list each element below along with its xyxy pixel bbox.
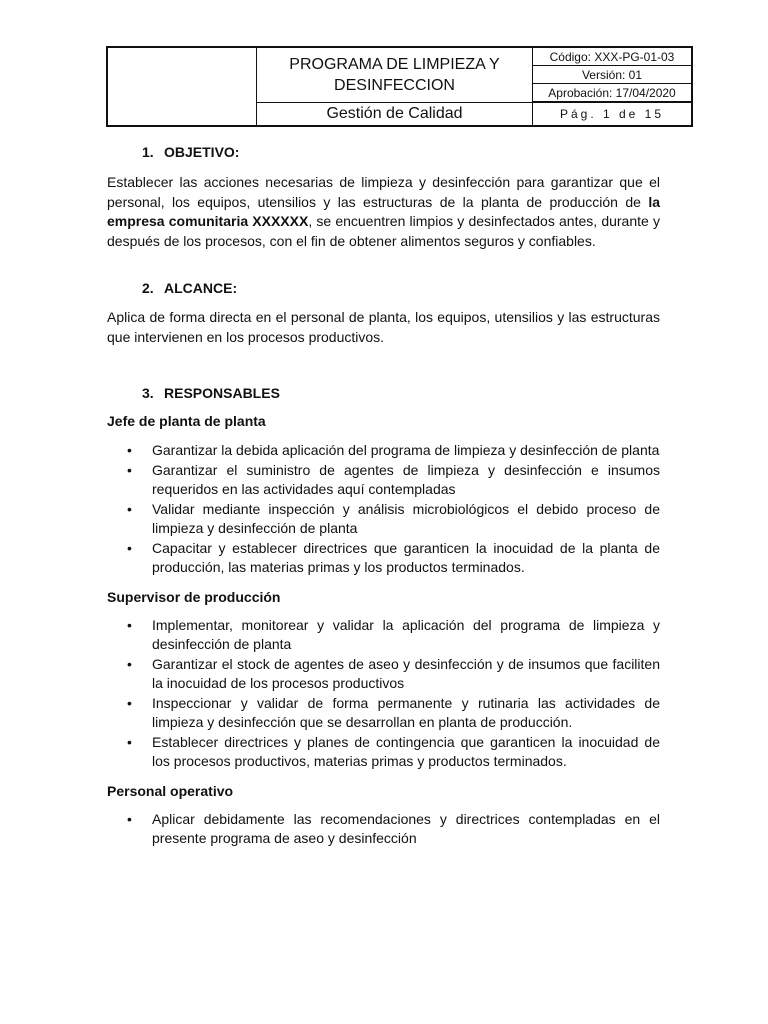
supervisor-responsibilities-list	[107, 616, 672, 772]
list-item	[107, 810, 660, 849]
personal-responsibilities-list	[107, 810, 660, 849]
list-item-text: Capacitar y establecer directrices que garanticen la inocuidad de la planta de producción, las materias primas y los productos terminados.	[152, 539, 660, 575]
document-code: Código: XXX-PG-01-03	[533, 47, 693, 66]
list-item-text: Garantizar el suministro de agentes de limpieza y desinfección e insumos requeridos en las actividades aquí contempladas	[152, 461, 660, 497]
document-approval: Aprobación: 17/04/2020	[533, 84, 693, 103]
section-heading-objetivo	[107, 144, 660, 160]
bullet-icon: •	[127, 616, 132, 633]
document-version: Versión: 01	[533, 66, 693, 84]
list-item-text: Implementar, monitorear y validar la aplicación del programa de limpieza y desinfección de planta	[152, 616, 660, 652]
bullet-icon: •	[127, 442, 132, 458]
list-item	[107, 500, 660, 539]
list-item	[107, 694, 660, 733]
title-line-2: DESINFECCION	[334, 76, 455, 94]
list-item-text: Establecer directrices y planes de contingencia que garanticen la inocuidad de los procesos productivos, materias primas y productos terminados.	[152, 733, 672, 769]
group-title-jefe: Jefe de planta de planta	[107, 413, 266, 429]
section-title: OBJETIVO:	[164, 144, 240, 160]
bullet-icon: •	[127, 500, 132, 517]
list-item	[107, 655, 660, 694]
page-number: Pág. 1 de 15	[533, 102, 693, 126]
list-item-text: Garantizar el stock de agentes de aseo y desinfección y de insumos que faciliten la inocuidad de los procesos productivos	[152, 655, 660, 691]
document-subtitle: Gestión de Calidad	[257, 102, 533, 126]
bullet-icon: •	[127, 461, 132, 478]
bullet-icon: •	[127, 655, 132, 672]
company-name: la empresa comunitaria XXXXXX	[107, 193, 660, 229]
document-body	[107, 142, 672, 849]
title-line-1: PROGRAMA DE LIMPIEZA Y	[289, 55, 500, 73]
section-number: 1.	[142, 144, 154, 160]
section-heading-responsables	[107, 385, 660, 401]
objetivo-text-start: Establecer las acciones necesarias de limpieza y desinfección para garantizar que el personal, los equipos, utensilios y las estructuras de la planta de producción de	[107, 174, 660, 210]
list-item	[107, 733, 672, 772]
group-title-personal: Personal operativo	[107, 782, 234, 799]
list-item-text: Garantizar la debida aplicación del programa de limpieza y desinfección de planta	[152, 442, 660, 458]
jefe-responsibilities-list	[107, 441, 660, 578]
document-title	[257, 47, 533, 102]
section-title: RESPONSABLES	[164, 385, 280, 401]
group-title-supervisor: Supervisor de producción	[107, 588, 281, 605]
logo-cell	[107, 47, 257, 126]
list-item-text: Validar mediante inspección y análisis microbiológicos el debido proceso de limpieza y desinfección de planta	[152, 500, 660, 536]
bullet-icon: •	[127, 733, 132, 750]
bullet-icon: •	[127, 694, 132, 711]
section-heading-alcance	[107, 280, 660, 296]
objetivo-text-end: , se encuentren limpios y desinfectados antes, durante y después de los procesos, con el fin de obtener alimentos seguros y confiables.	[107, 213, 660, 249]
list-item-text: Inspeccionar y validar de forma permanente y rutinaria las actividades de limpieza y desinfección que se desarrollan en planta de producción.	[152, 694, 660, 730]
list-item	[107, 461, 660, 500]
bullet-icon: •	[127, 810, 132, 827]
alcance-paragraph: Aplica de forma directa en el personal de planta, los equipos, utensilios y las estructuras que intervienen en los procesos productivos.	[107, 309, 660, 345]
section-number: 2.	[142, 280, 154, 296]
section-title: ALCANCE:	[164, 280, 238, 296]
objetivo-paragraph	[107, 173, 660, 251]
bullet-icon: •	[127, 539, 132, 556]
list-item-text: Aplicar debidamente las recomendaciones y directrices contempladas en el presente programa de aseo y desinfección	[152, 810, 660, 846]
document-header-table	[106, 46, 693, 127]
section-number: 3.	[142, 385, 154, 401]
list-item	[107, 539, 660, 578]
list-item	[107, 616, 660, 655]
list-item	[107, 441, 660, 461]
